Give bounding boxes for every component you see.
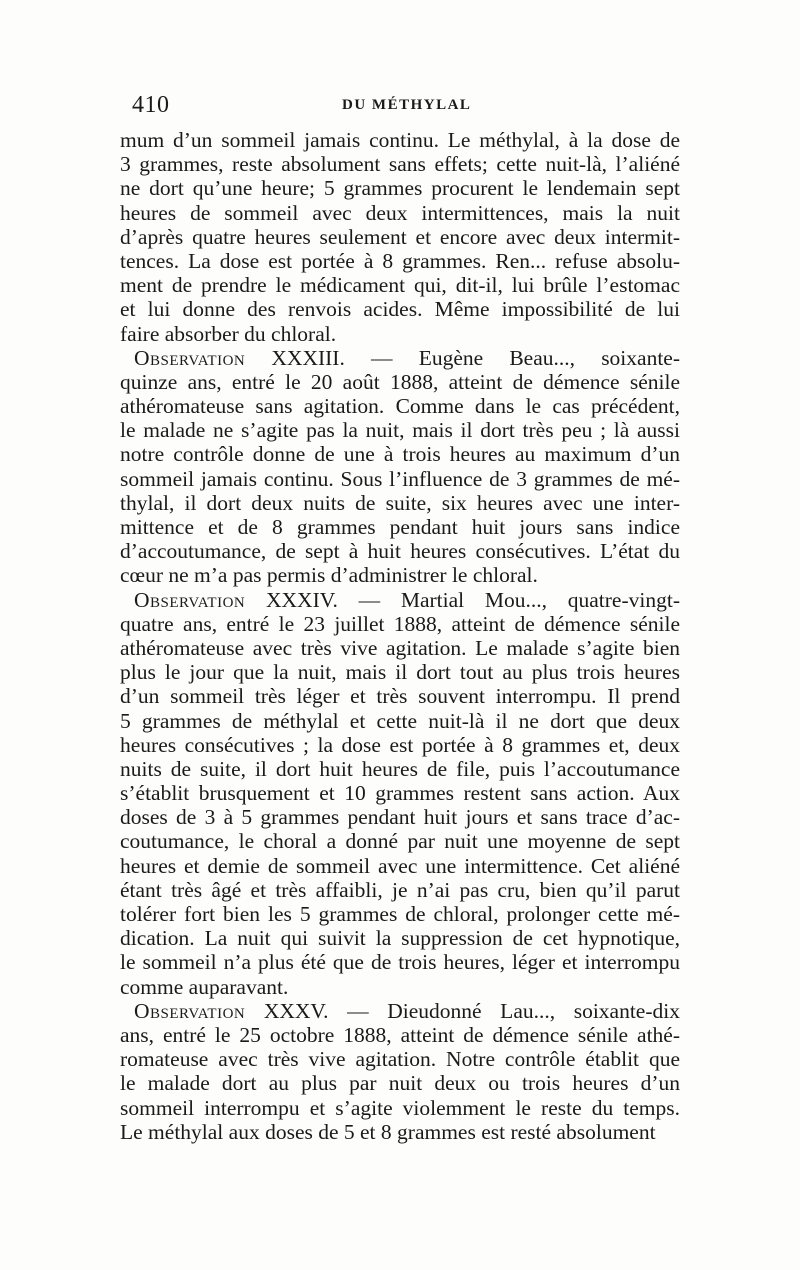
line-text: ment de prendre le médicament qui, dit-il, lui brûle l’estomac xyxy=(120,273,680,298)
line-text: 3 grammes, reste absolument sans effets; cette nuit-là, l’aliéné xyxy=(120,152,680,177)
observation-heading-line xyxy=(120,588,680,612)
line-text: d’un sommeil très léger et très souvent interrompu. Il prend xyxy=(120,684,680,709)
line-text: quatre ans, entré le 23 juillet 1888, atteint de démence sénile xyxy=(120,611,680,636)
text-line xyxy=(120,757,680,781)
text-line xyxy=(120,128,680,152)
line-text: heures et demie de sommeil avec une intermittence. Cet aliéné xyxy=(120,853,680,878)
line-text: XXXIII. — Eugène Beau..., soixante- xyxy=(245,345,680,370)
text-line xyxy=(120,152,680,176)
text-line xyxy=(120,394,680,418)
text-line xyxy=(120,781,680,805)
line-text: XXXIV. — Martial Mou..., quatre-vingt- xyxy=(245,587,680,612)
line-text: le sommeil n’a plus été que de trois heures, léger et interrompu xyxy=(120,950,680,975)
text-line xyxy=(120,370,680,394)
page-number: 410 xyxy=(132,92,170,118)
text-line xyxy=(120,225,680,249)
text-line xyxy=(120,1071,680,1095)
line-text: thylal, il dort deux nuits de suite, six heures avec une inter- xyxy=(120,490,680,515)
text-line xyxy=(120,805,680,829)
line-text: le malade dort au plus par nuit deux ou trois heures d’un xyxy=(120,1071,680,1096)
text-line xyxy=(120,926,680,950)
line-text: dication. La nuit qui suivit la suppression de cet hypnotique, xyxy=(120,926,680,951)
line-text: XXXV. — Dieudonné Lau..., soixante-dix xyxy=(245,998,680,1023)
text-line xyxy=(120,684,680,708)
line-text: quinze ans, entré le 20 août 1888, atteint de démence sénile xyxy=(120,369,680,394)
page-header xyxy=(120,92,680,122)
text-line xyxy=(120,950,680,974)
line-text: athéromateuse avec très vive agitation. Le malade s’agite bien xyxy=(120,635,680,660)
line-text: comme auparavant. xyxy=(120,974,289,999)
line-text: faire absorber du chloral. xyxy=(120,321,337,346)
text-line xyxy=(120,1096,680,1120)
line-text: mum d’un sommeil jamais continu. Le méthylal, à la dose de xyxy=(120,128,680,152)
line-text: tences. La dose est portée à 8 grammes. Ren... refuse absolu- xyxy=(120,248,680,273)
text-line xyxy=(120,467,680,491)
text-line xyxy=(120,322,680,346)
text-line xyxy=(120,442,680,466)
text-line xyxy=(120,418,680,442)
text-line xyxy=(120,201,680,225)
line-text: plus le jour que la nuit, mais il dort tout au plus trois heures xyxy=(120,660,680,685)
text-line xyxy=(120,709,680,733)
text-line xyxy=(120,297,680,321)
text-line xyxy=(120,491,680,515)
line-text: s’établit brusquement et 10 grammes restent sans action. Aux xyxy=(120,781,680,806)
line-text: sommeil jamais continu. Sous l’influence de 3 grammes de mé- xyxy=(120,466,680,491)
text-line xyxy=(120,878,680,902)
line-text: nuits de suite, il dort huit heures de file, puis l’accoutumance xyxy=(120,756,680,781)
line-text: Le méthylal aux doses de 5 et 8 grammes est resté absolument xyxy=(120,1119,656,1144)
text-line xyxy=(120,854,680,878)
text-line xyxy=(120,902,680,926)
line-text: étant très âgé et très affaibli, je n’ai pas cru, bien qu’il parut xyxy=(120,877,680,902)
line-text: athéromateuse sans agitation. Comme dans le cas précédent, xyxy=(120,394,680,419)
text-line xyxy=(120,829,680,853)
observation-heading-line xyxy=(120,999,680,1023)
line-text: coutumance, le choral a donné par nuit une moyenne de sept xyxy=(120,829,680,854)
line-text: d’accoutumance, de sept à huit heures consécutives. L’état du xyxy=(120,539,680,564)
text-line xyxy=(120,733,680,757)
line-text: ans, entré le 25 octobre 1888, atteint de démence sénile athé- xyxy=(120,1022,680,1047)
line-text: notre contrôle donne de une à trois heures au maximum d’un xyxy=(120,442,680,467)
text-line xyxy=(120,975,680,999)
observation-label: Observation xyxy=(134,345,246,370)
line-text: doses de 3 à 5 grammes pendant huit jours et sans trace d’ac- xyxy=(120,805,680,830)
line-text: sommeil interrompu et s’agite violemment le reste du temps. xyxy=(120,1095,680,1120)
text-line xyxy=(120,539,680,563)
line-text: d’après quatre heures seulement et encore avec deux intermit- xyxy=(120,224,680,249)
line-text: heures consécutives ; la dose est portée à 8 grammes et, deux xyxy=(120,732,680,757)
line-text: cœur ne m’a pas permis d’administrer le chloral. xyxy=(120,563,538,588)
line-text: mittence et de 8 grammes pendant huit jours sans indice xyxy=(120,515,680,539)
observation-label: Observation xyxy=(134,998,246,1023)
line-text: heures de sommeil avec deux intermittences, mais la nuit xyxy=(120,200,680,225)
text-line xyxy=(120,273,680,297)
body-text xyxy=(120,128,680,1144)
observation-label: Observation xyxy=(134,587,246,612)
text-line xyxy=(120,1120,680,1144)
text-line xyxy=(120,1023,680,1047)
line-text: et lui donne des renvois acides. Même impossibilité de lui xyxy=(120,297,680,322)
line-text: ne dort qu’une heure; 5 grammes procurent le lendemain sept xyxy=(120,176,680,201)
line-text: 5 grammes de méthylal et cette nuit-là il ne dort que deux xyxy=(120,708,680,733)
observation-heading-line xyxy=(120,346,680,370)
text-line xyxy=(120,176,680,200)
running-title: DU MÉTHYLAL xyxy=(342,97,472,113)
text-line xyxy=(120,515,680,539)
text-line xyxy=(120,249,680,273)
text-line xyxy=(120,636,680,660)
line-text: le malade ne s’agite pas la nuit, mais il dort très peu ; là aussi xyxy=(120,418,680,443)
line-text: tolérer fort bien les 5 grammes de chloral, prolonger cette mé- xyxy=(120,902,680,926)
text-line xyxy=(120,563,680,587)
line-text: romateuse avec très vive agitation. Notre contrôle établit que xyxy=(120,1047,680,1072)
text-line xyxy=(120,660,680,684)
text-line xyxy=(120,612,680,636)
text-line xyxy=(120,1047,680,1071)
